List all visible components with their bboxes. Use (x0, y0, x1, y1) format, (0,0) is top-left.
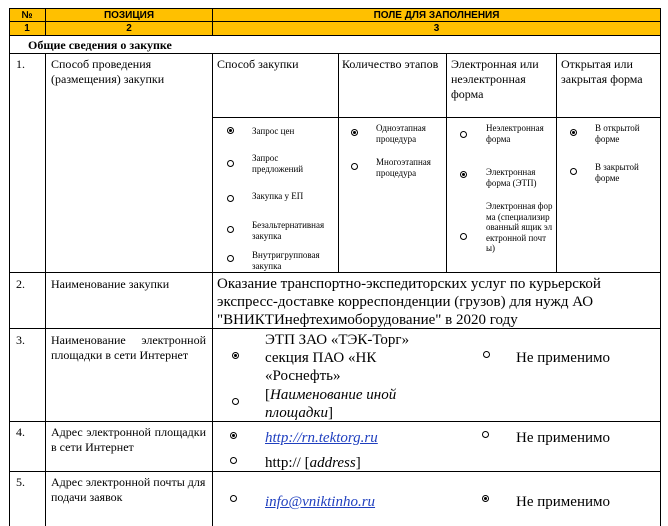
col-electronic-header: Электронная или неэлектронная форма (451, 57, 539, 101)
grid-line (9, 8, 661, 9)
grid-line (212, 8, 213, 35)
method-label: Внутригрупповая закупка (252, 250, 320, 271)
grid-line (556, 53, 557, 272)
grid-line (9, 53, 661, 54)
stages-label: Одноэтапная процедура (376, 123, 426, 144)
row2-label: Наименование закупки (51, 277, 170, 291)
electronic-label: Электронная форма (ЭТП) (486, 167, 537, 188)
url-radio-na[interactable] (482, 431, 489, 438)
url-na: Не применимо (516, 430, 610, 446)
method-label: Закупка у ЕП (252, 191, 304, 201)
col-open-header: Открытая или закрытая форма (561, 57, 643, 86)
openness-radio-closed[interactable] (570, 168, 577, 175)
row1-num: 1. (16, 57, 25, 71)
email-link[interactable]: info@vniktinho.ru (265, 494, 376, 510)
platform-url-other: http:// [address] (265, 455, 361, 471)
platform-other: [Наименование иной площадки] (265, 387, 397, 421)
grid-line (446, 53, 447, 272)
platform-radio-tektorg[interactable] (232, 352, 239, 359)
row5-num: 5. (16, 475, 25, 489)
method-radio-single-source[interactable] (227, 195, 234, 202)
grid-line (45, 53, 46, 526)
row3-label: Наименование электронной площадки в сети Интернет (51, 333, 206, 362)
method-radio-price-request[interactable] (227, 127, 234, 134)
openness-radio-open[interactable] (570, 129, 577, 136)
grid-line (9, 272, 661, 273)
url-radio-other[interactable] (230, 457, 237, 464)
platform-tektorg: ЭТП ЗАО «ТЭК-Торг» секция ПАО «НК «Роснефть» (265, 332, 410, 384)
header-col2: 2 (126, 23, 132, 34)
grid-line (660, 8, 661, 526)
header-col1: 1 (24, 23, 30, 34)
method-radio-intragroup[interactable] (227, 255, 234, 262)
platform-radio-na[interactable] (483, 351, 490, 358)
email-radio[interactable] (230, 495, 237, 502)
url-prefix: http:// (265, 455, 301, 471)
header-field: ПОЛЕ ДЛЯ ЗАПОЛНЕНИЯ (373, 10, 500, 21)
section-title: Общие сведения о закупке (28, 38, 172, 52)
electronic-radio-etp[interactable] (460, 171, 467, 178)
platform-url-link[interactable]: http://rn.tektorg.ru (265, 430, 378, 446)
grid-line (9, 8, 10, 526)
electronic-radio-email[interactable] (460, 233, 467, 240)
stages-radio-single[interactable] (351, 129, 358, 136)
grid-line (9, 35, 661, 36)
url-radio-tektorg[interactable] (230, 432, 237, 439)
col-stages-header: Количество этапов (342, 57, 439, 71)
row4-label: Адрес электронной площадки в сети Интернет (51, 425, 206, 454)
grid-line (45, 8, 46, 35)
electronic-radio-non-electronic[interactable] (460, 131, 467, 138)
platform-na: Не применимо (516, 350, 610, 366)
row2-num: 2. (16, 277, 25, 291)
row5-label: Адрес электронной почты для подачи заявок (51, 475, 206, 504)
row1-label: Способ проведения (размещения) закупки (51, 57, 165, 86)
stages-label: Многоэтапная процедура (376, 157, 431, 178)
header-col3: 3 (433, 23, 440, 34)
row4-num: 4. (16, 425, 25, 439)
url-placeholder: address (309, 455, 356, 471)
method-label: Запрос предложений (252, 153, 304, 174)
openness-label: В закрытой форме (595, 162, 639, 183)
platform-radio-other[interactable] (232, 398, 239, 405)
email-na: Не применимо (516, 494, 610, 510)
method-radio-no-alternative[interactable] (227, 226, 234, 233)
method-label: Запрос цен (252, 126, 295, 136)
grid-line (9, 21, 661, 22)
electronic-label: Неэлектронная форма (486, 123, 544, 144)
electronic-label: Электронная форма (специализированный ящик электронной почты) (486, 201, 553, 253)
grid-line (338, 53, 339, 272)
header-num: № (21, 10, 33, 21)
col-method-header: Способ закупки (217, 57, 299, 71)
email-radio-na[interactable] (482, 495, 489, 502)
method-radio-proposal-request[interactable] (227, 160, 234, 167)
row3-num: 3. (16, 333, 25, 347)
procurement-name: Оказание транспортно-экспедиторских услуг по курьерской экспресс-доставке корреспонденции (грузов) для нужд АО "ВНИКТИнефтехимоборудование" в 2020 году (217, 276, 601, 328)
openness-label: В открытой форме (595, 123, 640, 144)
header-position: ПОЗИЦИЯ (103, 10, 155, 21)
grid-line (213, 117, 660, 118)
grid-line (212, 53, 213, 526)
stages-radio-multi[interactable] (351, 163, 358, 170)
method-label: Безальтернативная закупка (252, 220, 325, 241)
platform-other-placeholder: Наименование иной площадки (265, 387, 397, 421)
